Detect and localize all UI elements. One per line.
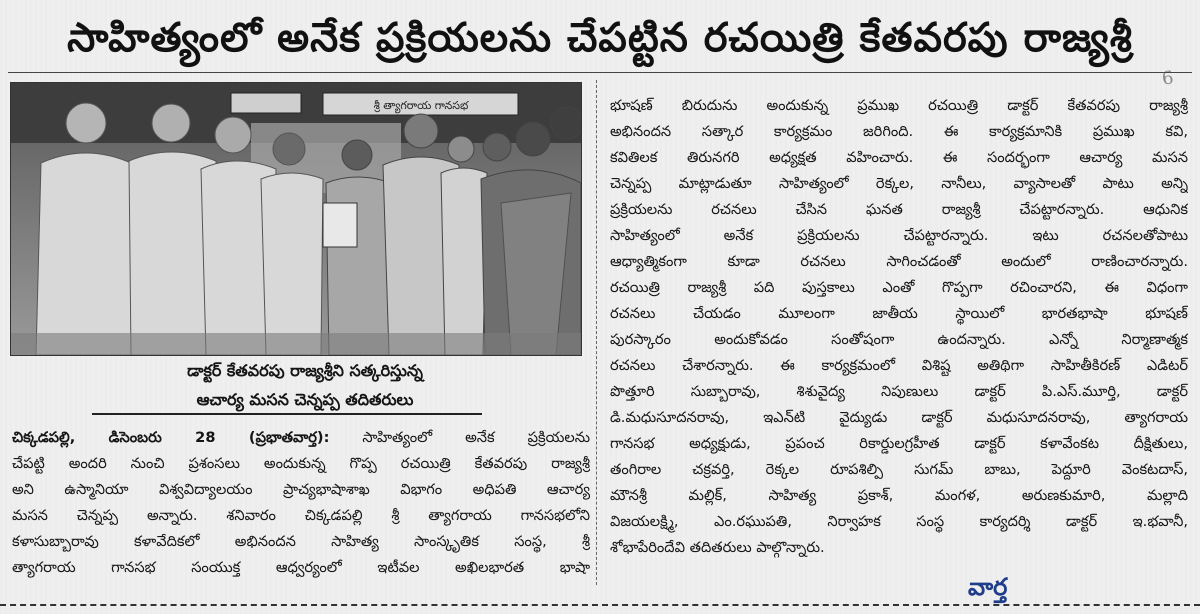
caption-line-1: డాక్టర్ కేతవరపు రాజ్యశ్రీని సత్కరిస్తున్న: [187, 361, 423, 380]
article-line: చేపట్టి అందరి నుంచి ప్రశంసలు అందుకున్న గొప్ప రచయిత్రి కేతవరపు రాజ్యశ్రీ: [12, 455, 590, 473]
article-line: పురస్కారం అందుకోవడం సంతోషంగా ఉందన్నారు. ఎన్నో నిర్మాణాత్మక: [610, 331, 1188, 348]
event-photo: [10, 82, 582, 356]
article-line: రచనలు చేశారన్నారు. ఈ కార్యక్రమంలో విశిష్ట అతిథిగా సాహితీకిరణ్ ఎడిటర్: [610, 357, 1188, 374]
article-line: పొత్తూరి సుబ్బారావు, శిశువైద్య నిపుణులు డాక్టర్ పి.ఎస్.మూర్తి, డాక్టర్: [610, 383, 1188, 400]
article-line: రచనలు చేయడం మూలంగా జాతీయ స్థాయిలో భారతభాషా భూషణ్: [610, 305, 1188, 322]
article-line: రచయిత్రి రాజ్యశ్రీ పది పుస్తకాలు ఎంతో గొప్పగా రచించారని, ఈ విధంగా: [610, 279, 1188, 296]
newspaper-source-mark: వార్త: [968, 572, 1008, 601]
headline: సాహిత్యంలో అనేక ప్రక్రియలను చేపట్టిన రచయిత్రి కేతవరపు రాజ్యశ్రీ: [67, 15, 1133, 61]
photo-caption: [140, 356, 470, 414]
article-line: సాహిత్యంలో అనేక ప్రక్రియలను చేపట్టారన్నారు. ఇటు రచనలతోపాటు: [610, 227, 1188, 244]
dateline: చిక్కడపల్లి, డిసెంబరు 28 (ప్రభాతవార్త):: [12, 429, 330, 446]
headline-rule: [8, 72, 1192, 73]
article-line: కవితిలక తిరునగరి అధ్యక్షత వహించారు. ఈ సందర్భంగా ఆచార్య మసన: [610, 149, 1188, 166]
article-line: ఆధ్యాత్మికంగా కూడా రచనలు సాగించడంతో అందులో రాణించారన్నారు.: [610, 253, 1188, 270]
article-line: తంగిరాల చక్రవర్తి, రెక్కల రూపశిల్పి సుగమ్ బాబు, పెద్దూరి వెంకటదాస్,: [610, 461, 1188, 478]
photo-banner: శ్రీ త్యాగరాయ గానసభ: [373, 99, 469, 112]
article-line: చెన్నప్ప మాట్లాడుతూ సాహిత్యంలో రెక్కల, నానీలు, వ్యాసాలతో పాటు అన్ని: [610, 175, 1188, 192]
article-line: అభినందన సత్కార కార్యక్రమం జరిగింది. ఈ కార్యక్రమానికి ప్రముఖ కవి,: [610, 123, 1188, 140]
bottom-cut-line: [0, 604, 1200, 606]
article-line: డి.మధుసూదనరావు, ఇఎన్‌టి వైద్యుడు డాక్టర్ మధుసూదనరావు, త్యాగరాయ: [610, 409, 1188, 426]
article-line: కళాసుబ్బారావు కళావేదికలో అభినందన సాహిత్య సాంస్కృతిక సంస్థ, శ్రీ: [12, 533, 590, 551]
handwritten-page-mark: 6: [1160, 67, 1175, 90]
caption-rule: [92, 413, 482, 415]
article-line: అని ఉస్మానియా విశ్వవిద్యాలయం ప్రాచ్యభాషాశాఖ విభాగం అధిపతి ఆచార్య: [12, 481, 590, 499]
article-line: [12, 425, 590, 451]
article-line: శోభాపేరిందేవి తదితరులు పాల్గొన్నారు.: [610, 539, 825, 556]
caption-line-2: ఆచార్య మసన చెన్నప్ప తదితరులు: [196, 390, 414, 409]
article-line: భూషణ్ బిరుదును అందుకున్న ప్రముఖ రచయిత్రి డాక్టర్ కేతవరపు రాజ్యశ్రీ: [610, 97, 1188, 114]
article-body-right: [610, 93, 1188, 561]
article-line: త్యాగరాయ గానసభ సంయుక్త ఆధ్వర్యంలో ఇటీవల అఖిలభారత భాషా: [12, 559, 590, 577]
article-line: మసన చెన్నప్ప అన్నారు. శనివారం చిక్కడపల్లి శ్రీ త్యాగరాయ గానసభలోని: [12, 507, 590, 525]
article-line-text: సాహిత్యంలో అనేక ప్రక్రియలను: [362, 429, 590, 446]
article-line: విజయలక్ష్మి, ఎం.రఘుపతి, నిర్వాహక సంస్థ కార్యదర్శి డాక్టర్ ఇ.భవానీ,: [610, 513, 1188, 530]
article-line: గానసభ అధ్యక్షుడు, ప్రపంచ రికార్డులగ్రహీత డాక్టర్ కళావేంకట దీక్షితులు,: [610, 435, 1188, 452]
article-line: మౌనశ్రీ మల్లిక్, సాహిత్య ప్రకాశ్, మంగళ, అరుణకుమారి, మల్లాది: [610, 487, 1188, 504]
article-line: ప్రక్రియలను రచనలు చేసిన ఘనత రాజ్యశ్రీ చేపట్టారన్నారు. ఆధునిక: [610, 201, 1188, 218]
column-divider: [596, 80, 597, 585]
article-body-left: [12, 425, 590, 582]
